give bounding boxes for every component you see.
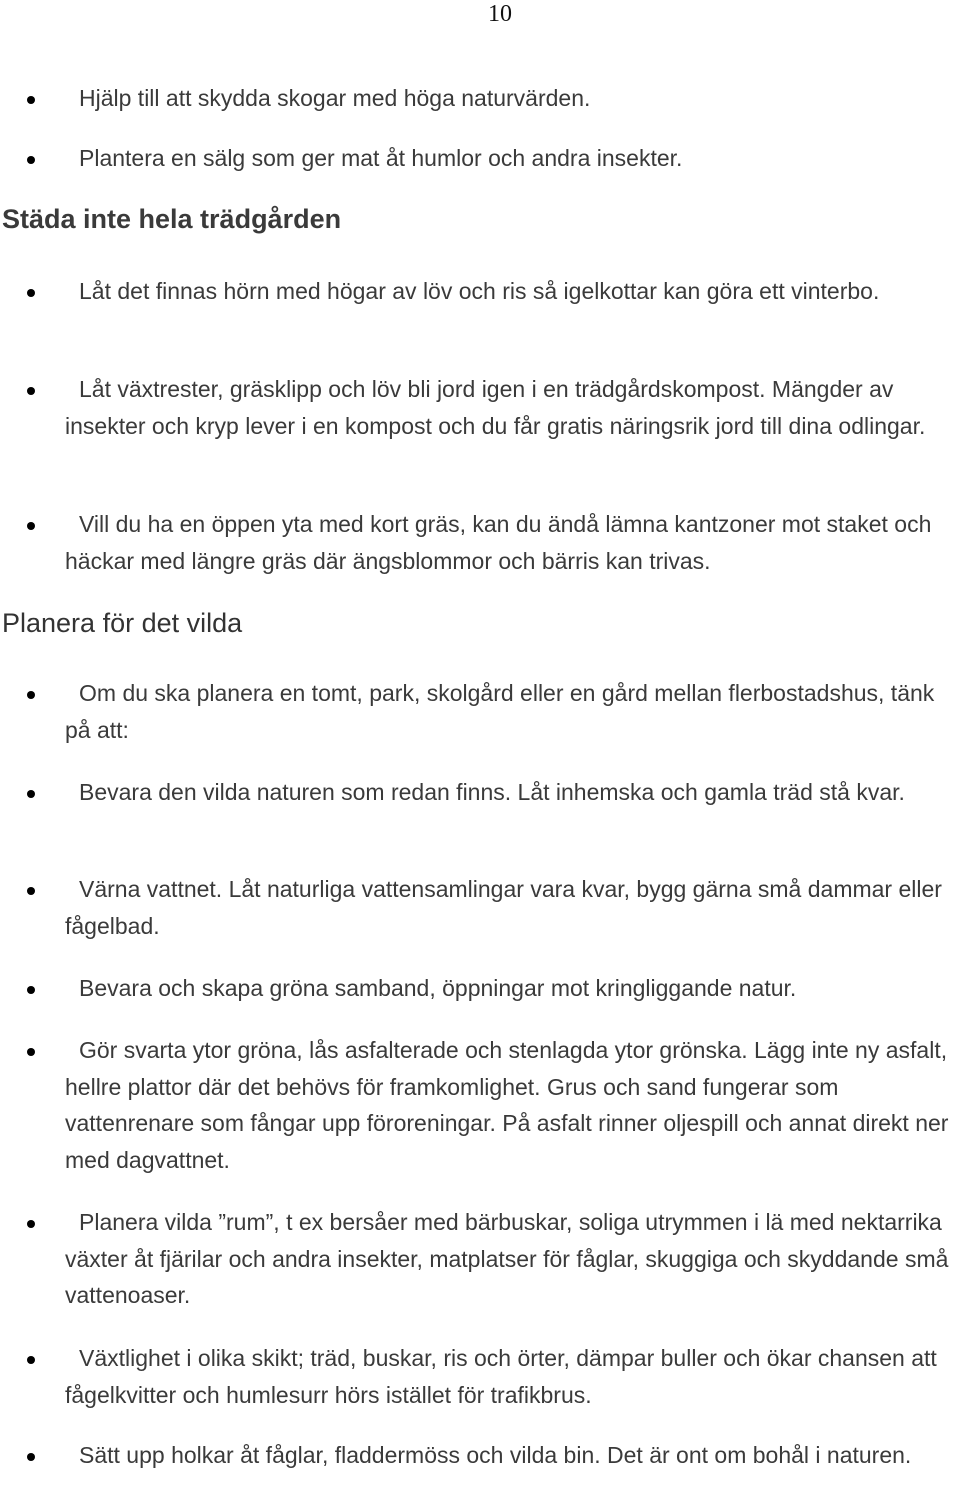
list-item: [0, 774, 960, 811]
list-item: [0, 871, 960, 944]
bullet-icon: [27, 522, 35, 530]
bullet-icon: [27, 887, 35, 895]
bullet-icon: [27, 387, 35, 395]
bullet-icon: [27, 156, 35, 164]
list-item-text: Växtlighet i olika skikt; träd, buskar, ris och örter, dämpar buller och ökar chansen att fågelkvitter och humlesurr hörs istället för trafikbrus.: [65, 1345, 937, 1408]
bullet-icon: [27, 289, 35, 297]
list-item: [0, 1204, 960, 1314]
list-item-text: Bevara den vilda naturen som redan finns. Låt inhemska och gamla träd stå kvar.: [79, 779, 905, 805]
section-heading: Planera för det vilda: [2, 608, 243, 638]
list-item: [0, 80, 960, 117]
bullet-icon: [27, 986, 35, 994]
list-item-text: Sätt upp holkar åt fåglar, fladdermöss och vilda bin. Det är ont om bohål i naturen.: [79, 1442, 912, 1468]
list-item: [0, 675, 960, 748]
list-item: [0, 1032, 960, 1178]
bullet-icon: [27, 1048, 35, 1056]
page-number: 10: [488, 1, 512, 27]
list-item: [0, 140, 960, 177]
bullet-icon: [27, 96, 35, 104]
bullet-icon: [27, 1356, 35, 1364]
list-item-text: Om du ska planera en tomt, park, skolgård eller en gård mellan flerbostadshus, tänk på att:: [65, 680, 935, 743]
list-item-text: Planera vilda ”rum”, t ex bersåer med bärbuskar, soliga utrymmen i lä med nektarrika växter åt fjärilar och andra insekter, matplatser för fåglar, skuggiga och skyddande små vattenoaser.: [65, 1209, 949, 1308]
list-item: [0, 1437, 960, 1474]
list-item-text: Bevara och skapa gröna samband, öppningar mot kringliggande natur.: [79, 975, 797, 1001]
bullet-icon: [27, 1453, 35, 1461]
list-item-text: Hjälp till att skydda skogar med höga naturvärden.: [79, 85, 591, 111]
list-item: [0, 371, 960, 444]
bullet-icon: [27, 790, 35, 798]
bullet-icon: [27, 1220, 35, 1228]
list-item-text: Gör svarta ytor gröna, lås asfalterade och stenlagda ytor grönska. Lägg inte ny asfalt, hellre plattor där det behövs för framkomlighet. Grus och sand fungerar som vattenrenare som fångar upp föroreningar. På asfalt rinner oljespill och annat direkt ner med dagvattnet.: [65, 1037, 949, 1173]
list-item-text: Värna vattnet. Låt naturliga vattensamlingar vara kvar, bygg gärna små dammar eller fågelbad.: [65, 876, 942, 939]
list-item: [0, 506, 960, 579]
list-item-text: Låt det finnas hörn med högar av löv och ris så igelkottar kan göra ett vinterbo.: [79, 278, 880, 304]
list-item-text: Vill du ha en öppen yta med kort gräs, kan du ändå lämna kantzoner mot staket och häckar med längre gräs där ängsblommor och bärris kan trivas.: [65, 511, 932, 574]
list-item: [0, 970, 960, 1007]
list-item-text: Plantera en sälg som ger mat åt humlor och andra insekter.: [79, 145, 683, 171]
list-item-text: Låt växtrester, gräsklipp och löv bli jord igen i en trädgårdskompost. Mängder av insekter och kryp lever i en kompost och du får gratis näringsrik jord till dina odlingar.: [65, 376, 926, 439]
list-item: [0, 1340, 960, 1413]
section-heading: Städa inte hela trädgården: [2, 204, 342, 234]
bullet-icon: [27, 691, 35, 699]
list-item: [0, 273, 960, 310]
